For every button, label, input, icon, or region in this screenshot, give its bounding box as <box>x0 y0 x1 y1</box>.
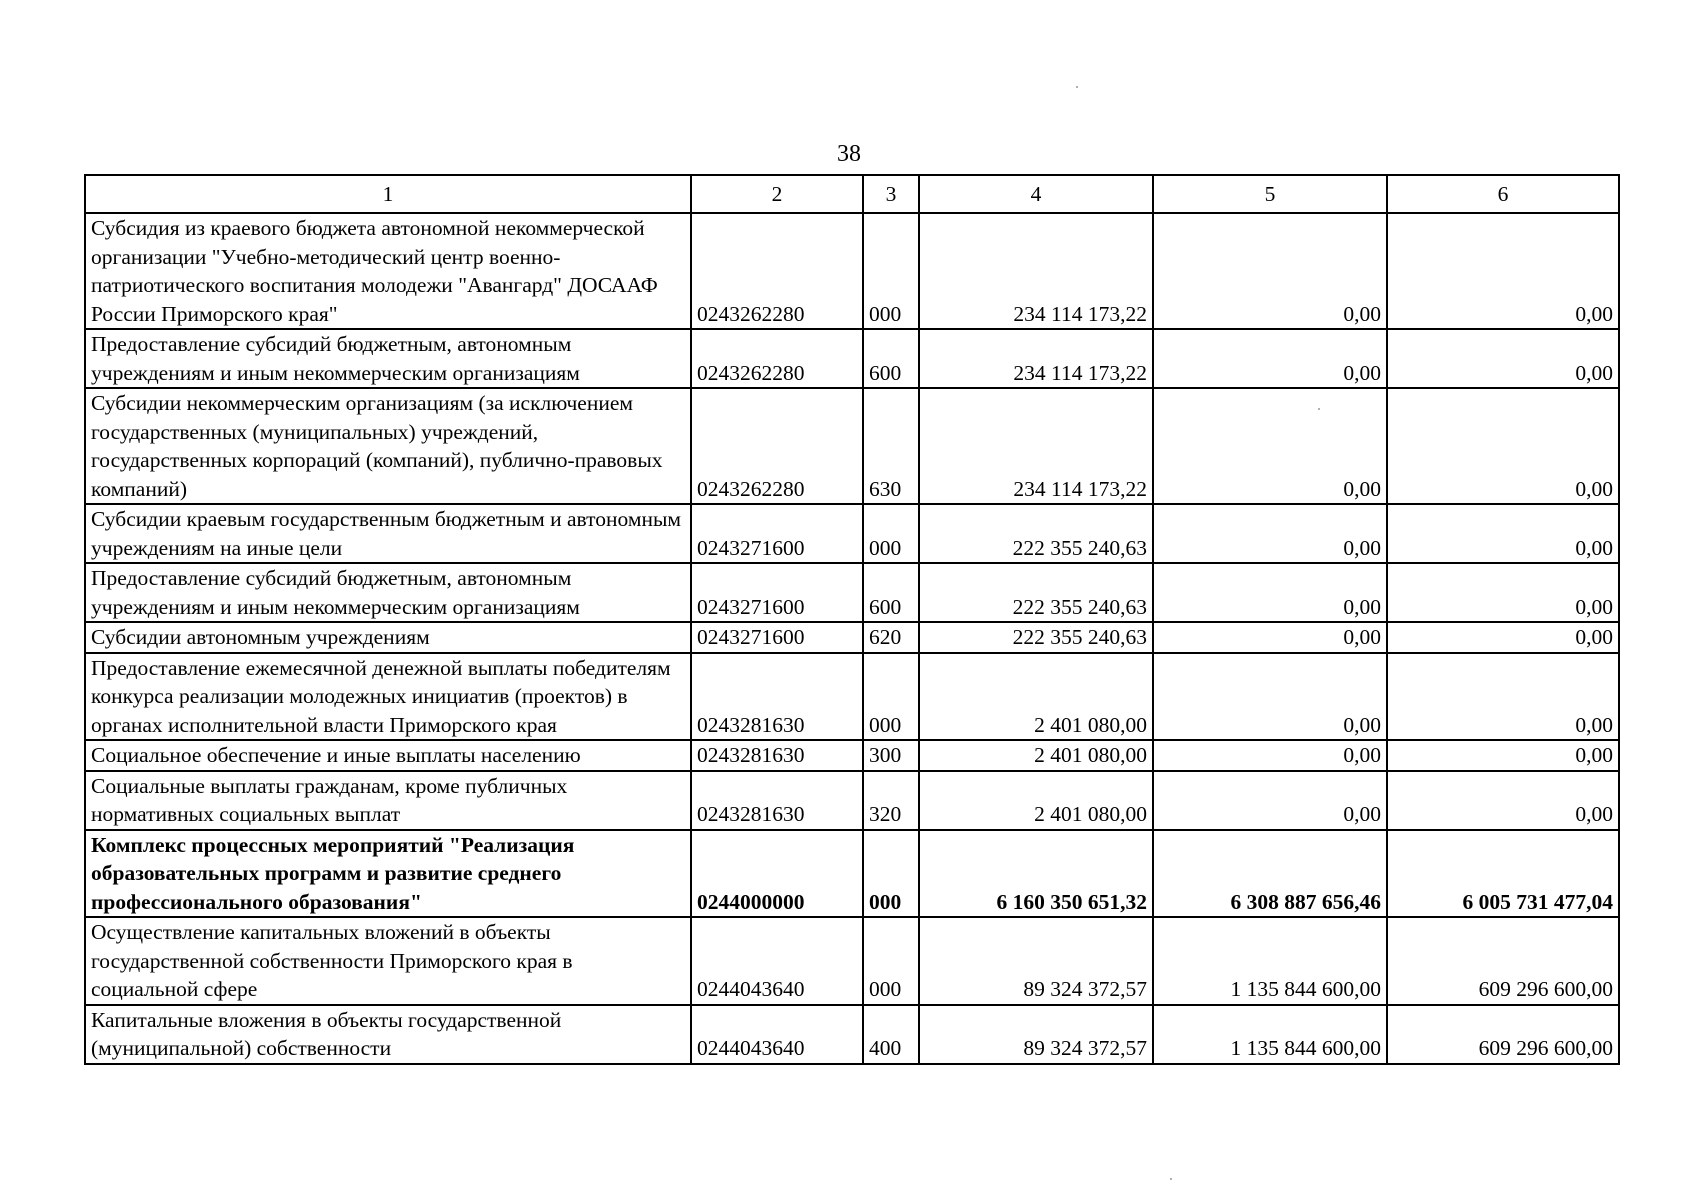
scan-speck <box>1170 1178 1172 1180</box>
table-body <box>85 213 1619 1064</box>
table-row <box>85 213 1619 329</box>
amount-column-4-cell: 2 401 080,00 <box>919 740 1153 771</box>
amount-column-5-cell: 6 308 887 656,46 <box>1153 830 1387 918</box>
amount-column-5-cell: 0,00 <box>1153 653 1387 741</box>
row-name-cell: Субсидии автономным учреждениям <box>85 622 691 653</box>
scan-speck <box>1076 86 1078 88</box>
target-article-code-cell: 0244043640 <box>691 1005 863 1064</box>
budget-table <box>84 174 1620 1065</box>
amount-column-5-cell: 0,00 <box>1153 740 1387 771</box>
expense-type-code-cell: 600 <box>863 563 919 622</box>
table-row <box>85 504 1619 563</box>
amount-column-6-cell: 0,00 <box>1387 771 1619 830</box>
amount-column-4-cell: 89 324 372,57 <box>919 917 1153 1005</box>
amount-column-6-cell: 609 296 600,00 <box>1387 1005 1619 1064</box>
amount-column-5-cell: 0,00 <box>1153 563 1387 622</box>
row-name-cell: Комплекс процессных мероприятий "Реализация образовательных программ и развитие среднего профессионального образования" <box>85 830 691 918</box>
expense-type-code-cell: 630 <box>863 388 919 504</box>
row-name-cell: Предоставление ежемесячной денежной выплаты победителям конкурса реализации молодежных инициатив (проектов) в органах исполнительной власти Приморского края <box>85 653 691 741</box>
expense-type-code-cell: 320 <box>863 771 919 830</box>
amount-column-4-cell: 222 355 240,63 <box>919 563 1153 622</box>
expense-type-code-cell: 000 <box>863 917 919 1005</box>
amount-column-4-cell: 234 114 173,22 <box>919 213 1153 329</box>
table-row <box>85 563 1619 622</box>
column-header-3: 3 <box>863 175 919 213</box>
amount-column-5-cell: 0,00 <box>1153 213 1387 329</box>
expense-type-code-cell: 000 <box>863 213 919 329</box>
scan-speck <box>1318 408 1320 410</box>
column-header-1: 1 <box>85 175 691 213</box>
column-numbers-row <box>85 175 1619 213</box>
amount-column-5-cell: 1 135 844 600,00 <box>1153 917 1387 1005</box>
row-name-cell: Субсидии краевым государственным бюджетным и автономным учреждениям на иные цели <box>85 504 691 563</box>
row-name-cell: Социальное обеспечение и иные выплаты населению <box>85 740 691 771</box>
amount-column-4-cell: 234 114 173,22 <box>919 388 1153 504</box>
target-article-code-cell: 0243271600 <box>691 504 863 563</box>
amount-column-5-cell: 0,00 <box>1153 388 1387 504</box>
amount-column-5-cell: 1 135 844 600,00 <box>1153 1005 1387 1064</box>
table-row <box>85 329 1619 388</box>
amount-column-6-cell: 0,00 <box>1387 653 1619 741</box>
table-row <box>85 917 1619 1005</box>
amount-column-6-cell: 0,00 <box>1387 740 1619 771</box>
target-article-code-cell: 0243262280 <box>691 213 863 329</box>
table-row <box>85 622 1619 653</box>
amount-column-5-cell: 0,00 <box>1153 622 1387 653</box>
target-article-code-cell: 0243281630 <box>691 771 863 830</box>
expense-type-code-cell: 300 <box>863 740 919 771</box>
row-name-cell: Субсидия из краевого бюджета автономной некоммерческой организации "Учебно-методический центр военно-патриотического воспитания молодежи "Авангард" ДОСААФ России Приморского края" <box>85 213 691 329</box>
page-number: 38 <box>837 141 861 167</box>
amount-column-4-cell: 89 324 372,57 <box>919 1005 1153 1064</box>
expense-type-code-cell: 600 <box>863 329 919 388</box>
row-name-cell: Предоставление субсидий бюджетным, автономным учреждениям и иным некоммерческим организациям <box>85 563 691 622</box>
row-name-cell: Социальные выплаты гражданам, кроме публичных нормативных социальных выплат <box>85 771 691 830</box>
table-row <box>85 653 1619 741</box>
target-article-code-cell: 0244043640 <box>691 917 863 1005</box>
expense-type-code-cell: 000 <box>863 830 919 918</box>
table-row <box>85 1005 1619 1064</box>
amount-column-6-cell: 609 296 600,00 <box>1387 917 1619 1005</box>
target-article-code-cell: 0243262280 <box>691 329 863 388</box>
amount-column-6-cell: 6 005 731 477,04 <box>1387 830 1619 918</box>
row-name-cell: Капитальные вложения в объекты государственной (муниципальной) собственности <box>85 1005 691 1064</box>
amount-column-6-cell: 0,00 <box>1387 504 1619 563</box>
amount-column-4-cell: 234 114 173,22 <box>919 329 1153 388</box>
amount-column-5-cell: 0,00 <box>1153 329 1387 388</box>
table-row <box>85 388 1619 504</box>
amount-column-6-cell: 0,00 <box>1387 563 1619 622</box>
column-header-2: 2 <box>691 175 863 213</box>
expense-type-code-cell: 400 <box>863 1005 919 1064</box>
row-name-cell: Предоставление субсидий бюджетным, автономным учреждениям и иным некоммерческим организациям <box>85 329 691 388</box>
target-article-code-cell: 0243271600 <box>691 622 863 653</box>
column-header-5: 5 <box>1153 175 1387 213</box>
target-article-code-cell: 0243271600 <box>691 563 863 622</box>
amount-column-4-cell: 222 355 240,63 <box>919 622 1153 653</box>
amount-column-6-cell: 0,00 <box>1387 388 1619 504</box>
expense-type-code-cell: 000 <box>863 504 919 563</box>
expense-type-code-cell: 000 <box>863 653 919 741</box>
amount-column-6-cell: 0,00 <box>1387 622 1619 653</box>
expense-type-code-cell: 620 <box>863 622 919 653</box>
row-name-cell: Субсидии некоммерческим организациям (за исключением государственных (муниципальных) учреждений, государственных корпораций (компаний), публично-правовых компаний) <box>85 388 691 504</box>
column-header-6: 6 <box>1387 175 1619 213</box>
table-row <box>85 830 1619 918</box>
table-row <box>85 771 1619 830</box>
row-name-cell: Осуществление капитальных вложений в объекты государственной собственности Приморского края в социальной сфере <box>85 917 691 1005</box>
amount-column-5-cell: 0,00 <box>1153 771 1387 830</box>
table-row <box>85 740 1619 771</box>
amount-column-6-cell: 0,00 <box>1387 213 1619 329</box>
column-header-4: 4 <box>919 175 1153 213</box>
target-article-code-cell: 0243281630 <box>691 740 863 771</box>
amount-column-4-cell: 6 160 350 651,32 <box>919 830 1153 918</box>
amount-column-4-cell: 2 401 080,00 <box>919 653 1153 741</box>
target-article-code-cell: 0243281630 <box>691 653 863 741</box>
amount-column-4-cell: 222 355 240,63 <box>919 504 1153 563</box>
amount-column-6-cell: 0,00 <box>1387 329 1619 388</box>
target-article-code-cell: 0244000000 <box>691 830 863 918</box>
target-article-code-cell: 0243262280 <box>691 388 863 504</box>
amount-column-4-cell: 2 401 080,00 <box>919 771 1153 830</box>
amount-column-5-cell: 0,00 <box>1153 504 1387 563</box>
